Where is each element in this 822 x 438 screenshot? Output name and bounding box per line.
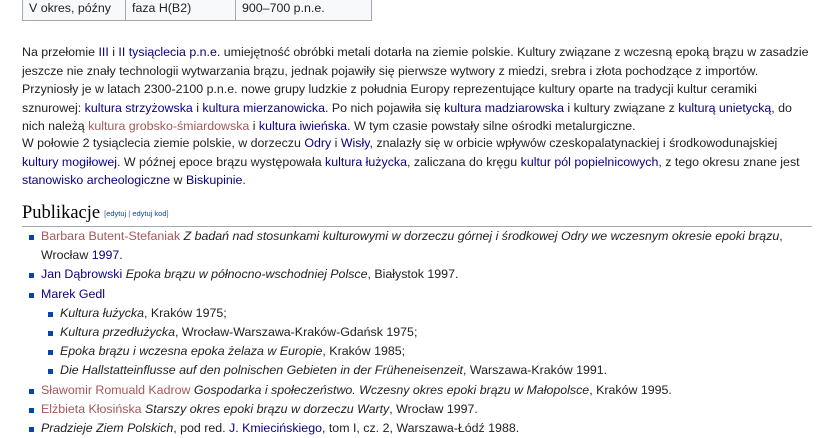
wiki-link[interactable]: Marek Gedl [41, 286, 106, 301]
text-run: umiejętność obróbki metali dotarła na ziemie polskie. Kultury związane z wczesną epoką brązu w zasadzie jeszcze nie znały technologii wytwarzania brązu, jednak pojawiły się pierwsze wytwory z miedzi, srebra i złota pochodzące z importów. Przyniosły je w latach 2300-2100 p.n.e. nowe grupy ludzkie z południa Europy reprezentujące kultury oparte na tradycji kultur ceramiki sznurowej: [22, 45, 809, 115]
text-run: , znalazły się w orbicie wpływów czeskopalatynackiej i środkowodunajskiej [369, 136, 778, 150]
list-item [28, 419, 808, 438]
wiki-link[interactable]: Jan Dąbrowski [41, 267, 123, 282]
text-run: , Kraków 1975; [144, 305, 227, 320]
text-run: w [170, 173, 186, 188]
list-item [47, 342, 808, 361]
text-run: , Kraków 1995. [589, 382, 672, 397]
wiki-link[interactable]: kultura mierzanowicka [202, 100, 325, 115]
edit-link[interactable]: edytuj [106, 209, 127, 218]
list-item [47, 361, 808, 380]
italic-title: Pradzieje Ziem Polskich [41, 421, 174, 436]
italic-title: Starszy okres epoki brązu w dorzeczu Warty [145, 401, 390, 416]
italic-title: Epoka brązu w północno-wschodniej Polsce [125, 267, 368, 282]
wiki-link[interactable]: Odry [304, 136, 332, 150]
list-item [28, 400, 808, 419]
text-run: . Po nich pojawiła się [325, 100, 445, 115]
wiki-link[interactable]: kultura strzyżowska [84, 100, 193, 115]
table-row [23, 0, 372, 21]
redlink[interactable]: Sławomir Romuald Kadrow [41, 382, 191, 397]
text-run: Na przełomie [22, 45, 99, 59]
wiki-link[interactable]: kultura iwieńska [258, 119, 348, 134]
text-run: , Warszawa-Kraków 1991. [462, 363, 608, 378]
edit-section-links: [edytuj | edytuj kod] [104, 209, 169, 218]
list-item [28, 285, 808, 381]
wiki-link[interactable]: kultura łużycka [325, 154, 407, 169]
italic-title: Z badań nad stosunkami kulturowymi w dorzeczu górnej i środkowej Odry we wczesnym okresie epoki brązu [183, 229, 780, 243]
text-run: . W tym czasie powstały silne ośrodki metalurgiczne. [347, 119, 636, 134]
text-run: , pod red. [173, 421, 230, 436]
italic-title: Kultura przedłużycka [60, 325, 176, 340]
wiki-link[interactable]: kultur pól popielnicowych [520, 154, 659, 169]
period-table [22, 0, 372, 21]
wiki-link[interactable]: stanowisko archeologiczne [22, 173, 171, 188]
section-title: Publikacje [22, 203, 101, 223]
wiki-link[interactable]: III [98, 45, 109, 59]
text-run: , Białystok 1997. [367, 267, 459, 282]
text-run: W połowie 2 tysiąclecia ziemie polskie, w dorzeczu [22, 136, 305, 150]
text-run: i [249, 119, 259, 134]
wiki-link[interactable]: II tysiąclecia p.n.e. [118, 45, 221, 59]
text-run: , do nich należą [22, 100, 792, 134]
italic-title: Die Hallstatteinflusse auf den polnischen Gebieten in der Früheneisenzeit [60, 363, 463, 378]
italic-title: Kultura łużycka [60, 305, 145, 320]
wiki-link[interactable]: kultury mogiłowej [22, 154, 118, 169]
paragraph-middle-bronze [22, 134, 812, 190]
text-run: , Wrocław [41, 229, 783, 263]
list-item [28, 381, 808, 400]
wiki-link[interactable]: Wisły [340, 136, 370, 150]
publications-list [28, 227, 808, 438]
redlink[interactable]: Elżbieta Kłosińska [41, 401, 142, 416]
text-run: . W późnej epoce brązu występowała [117, 154, 326, 169]
edit-code-link[interactable]: edytuj kod [132, 209, 167, 218]
table-cell: V okres, późny [23, 0, 126, 21]
text-run: . [119, 248, 123, 263]
text-run: , tom I, cz. 2, Warszawa-Łódź 1988. [321, 421, 520, 436]
text-run: i [108, 45, 119, 59]
sub-list [47, 304, 808, 381]
italic-title: Gospodarka i społeczeństwo. Wczesny okres epoki brązu w Małopolsce [193, 382, 590, 397]
text-run: , zaliczana do kręgu [406, 154, 521, 169]
wiki-link[interactable]: kultura madziarowska [444, 100, 564, 115]
text-run: , Wrocław 1997. [389, 401, 478, 416]
text-run: i [192, 100, 203, 115]
text-run: i kultury związane z [563, 100, 679, 115]
redlink[interactable]: Barbara Butent-Stefaniak [41, 229, 181, 243]
table-cell: 900–700 p.n.e. [236, 0, 372, 21]
wiki-link[interactable]: kulturą unietycką [678, 100, 772, 115]
list-item [28, 227, 808, 265]
section-heading-publikacje [22, 203, 812, 227]
wiki-link[interactable]: J. Kmiecińskiego [229, 421, 322, 436]
text-run: . [242, 173, 246, 188]
list-item [28, 265, 808, 284]
wiki-link[interactable]: Biskupinie [185, 173, 243, 188]
table-cell: faza H(B2) [126, 0, 236, 21]
text-run: , Kraków 1985; [322, 344, 406, 359]
paragraph-early-bronze [22, 43, 812, 136]
wiki-link[interactable]: 1997 [91, 248, 120, 263]
text-run: , Wrocław-Warszawa-Kraków-Gdańsk 1975; [175, 325, 418, 340]
text-run: , z tego okresu znane jest [658, 154, 800, 169]
italic-title: Epoka brązu i wczesna epoka żelaza w Europie [60, 344, 323, 359]
list-item [47, 304, 808, 323]
list-item [47, 323, 808, 342]
redlink[interactable]: kultura grobsko-śmiardowska [88, 119, 250, 134]
text-run: i [331, 136, 341, 150]
